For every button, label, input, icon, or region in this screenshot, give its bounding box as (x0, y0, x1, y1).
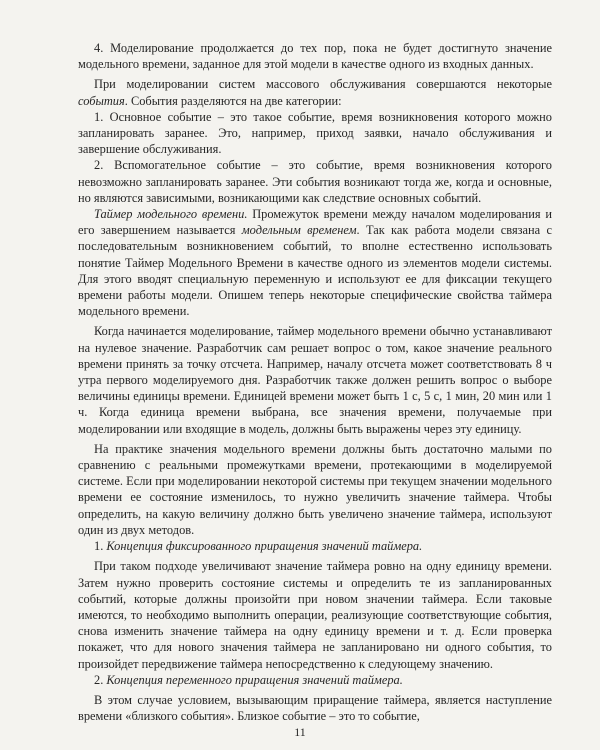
paragraph (78, 40, 552, 72)
term-timer: Таймер модельного времени. (94, 207, 248, 222)
paragraph-text: При таком подходе увеличивают значение таймера ровно на одну единицу времени. Затем нужно проверить состояние системы и определить те из запланированных событий, которые должны произойти при новом значении таймера. Если таковые имеются, то необходимо выполнить операции, реализующие соответствующие события, снова изменить значение таймера на одну единицу времени и т. д. Если проверка покажет, что для нового значения таймера не запланировано ни одного события, то произойдет передвижение таймера непосредственно к следующему значению. (78, 559, 552, 671)
subheading-fixed-increment: Концепция фиксированного приращения значений таймера. (106, 539, 423, 554)
subheading-number: 1. (94, 539, 107, 554)
page-number: 11 (294, 725, 306, 739)
paragraph (78, 157, 552, 206)
subheading (78, 672, 552, 688)
paragraph (78, 558, 552, 671)
paragraph-text: 4. Моделирование продолжается до тех пор, пока не будет достигнуто значение модельного времени, заданное для этой модели в качестве одного из входных данных. (78, 41, 552, 72)
paragraph-text: Когда начинается моделирование, таймер модельного времени обычно устанавливают на нулевое значение. Разработчик сам решает вопрос о том, какое значение реального времени принять за точку отсчета. Например, началу отсчета может соответствовать 8 ч утра первого моделируемого дня. Разработчик также должен решить вопрос о выборе величины единицы времени. Единицей времени может быть 1 с, 5 с, 1 мин, 20 мин или 1 ч. Когда единица времени выбрана, все значения времени, получаемые при моделировании или входящие в модель, должны быть выражены через эту единицу. (78, 324, 552, 436)
body-text (78, 40, 552, 724)
paragraph-text: Промежуток времени между началом моделирования и его завершением называется (78, 207, 552, 238)
paragraph (78, 206, 552, 319)
subheading-variable-increment: Концепция переменного приращения значений таймера. (106, 672, 403, 687)
paragraph-text: 1. Основное событие – это такое событие, время возникновения которого можно запланировать заранее. Это, например, приход заявки, начало обслуживания и завершение обслуживания. (78, 109, 552, 157)
paragraph-text: . Так как работа модели связана с последовательным возникновением событий, то вполне естественно использовать понятие Таймер Модельного Времени в качестве одного из элементов модели системы. Для этого вводят специальную переменную и используют ее для фиксации текущего времени работы модели. Опишем теперь некоторые специфические свойства таймера модельного времени. (78, 223, 552, 319)
paragraph (78, 441, 552, 538)
paragraph-text: 2. Вспомогательное событие – это событие, время возникновения которого невозможно запланировать заранее. Эти события возникают тогда же, когда и основные, но являются зависимыми, возникающими как следствие основных событий. (78, 158, 552, 205)
paragraph-text: В этом случае условием, вызывающим приращение таймера, является наступление времени «близкого события». Близкое событие – это то событие, (78, 692, 552, 724)
paragraph (78, 323, 552, 436)
subheading-number: 2. (94, 672, 107, 687)
paragraph (78, 109, 552, 158)
subheading (78, 538, 552, 554)
paragraph (78, 692, 552, 724)
term-events: события (78, 93, 125, 108)
paragraph-text: . События разделяются на две категории: (124, 93, 342, 108)
paragraph (78, 76, 552, 108)
term-model-time: модельным временем (241, 223, 357, 238)
paragraph-text: На практике значения модельного времени должны быть достаточно малыми по сравнению с реальными промежутками времени, протекающими в моделируемой системе. Если при моделировании некоторой системы при текущем значении модельного времени ее состояние изменилось, то нужно увеличить значение таймера. Чтобы определить, на какую величину должно быть увеличено значение таймера, используют один из двух методов. (78, 441, 552, 537)
paragraph-text: При моделировании систем массового обслуживания совершаются некоторые (94, 77, 552, 92)
